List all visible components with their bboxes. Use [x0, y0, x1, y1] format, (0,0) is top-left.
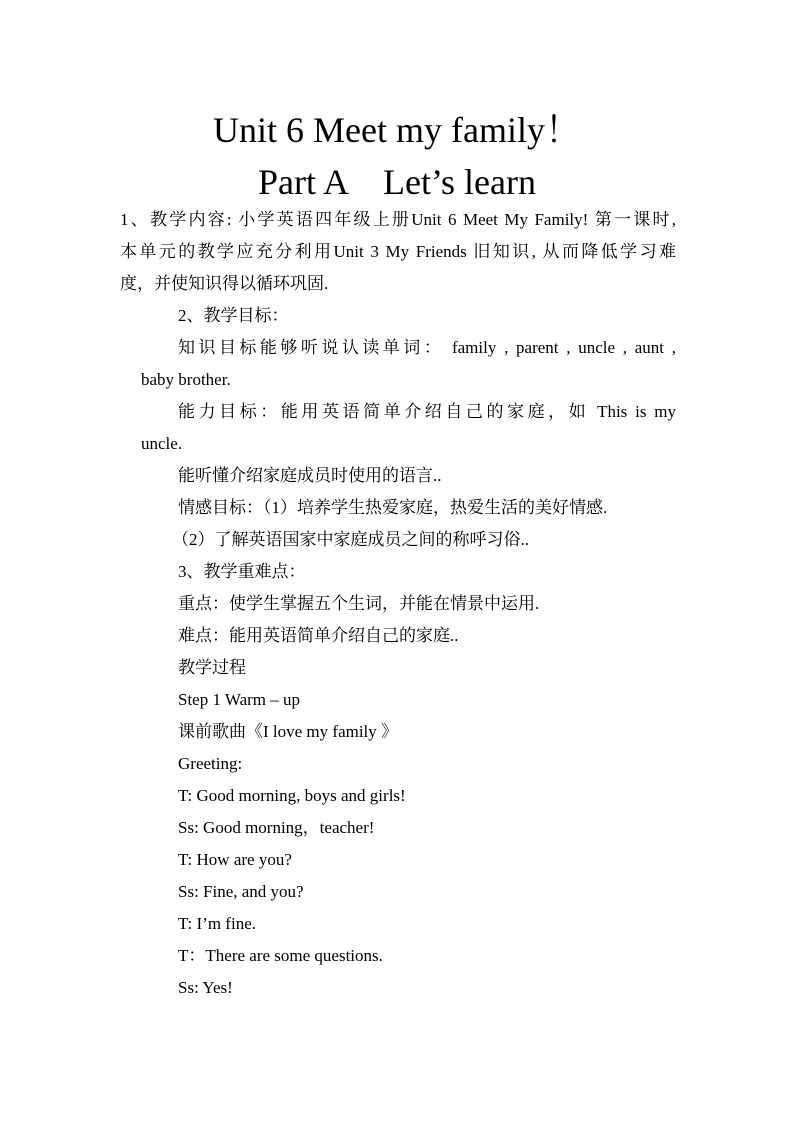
item1-line1: 1、教学内容: 小学英语四年级上册Unit 6 Meet My Family! 第一课时, — [120, 210, 676, 229]
emotion-goal-line2: （2）了解英语国家中家庭成员之间的称呼习俗.. — [172, 530, 529, 549]
document-title: Unit 6 Meet my family！ — [213, 110, 581, 150]
ability-goal-line1: 能力目标：能用英语简单介绍自己的家庭，如 This is my — [178, 402, 676, 421]
dialogue-line: T: Good morning, boys and girls! — [178, 786, 406, 805]
process-heading: 教学过程 — [178, 658, 246, 677]
key-point: 重点：使学生掌握五个生词，并能在情景中运用. — [178, 594, 540, 613]
dialogue-line: T: I’m fine. — [178, 914, 256, 933]
ability-goal-line2: uncle. — [141, 434, 183, 453]
greeting-label: Greeting: — [178, 754, 243, 773]
item2-heading: 2、教学目标： — [178, 306, 289, 325]
step1-heading: Step 1 Warm – up — [178, 690, 301, 709]
dialogue-line: T：There are some questions. — [178, 946, 383, 965]
knowledge-goal-line1: 知识目标能够听说认读单词： family , parent , uncle , aunt , — [178, 338, 676, 357]
dialogue-line: Ss: Good morning，teacher! — [178, 818, 375, 837]
document-subtitle: Part A Let’s learn — [258, 162, 536, 202]
knowledge-goal-line2: baby brother. — [141, 370, 231, 389]
ability-goal-line3: 能听懂介绍家庭成员时使用的语言.. — [178, 466, 442, 485]
item1-line2: 本单元的教学应充分利用Unit 3 My Friends 旧知识, 从而降低学习难 — [120, 242, 676, 261]
dialogue-line: T: How are you? — [178, 850, 292, 869]
difficult-point: 难点：能用英语简单介绍自己的家庭.. — [178, 626, 459, 645]
emotion-goal-line1: 情感目标：（1）培养学生热爱家庭，热爱生活的美好情感. — [178, 498, 608, 517]
warmup-song: 课前歌曲《I love my family 》 — [178, 722, 399, 741]
dialogue-line: Ss: Yes! — [178, 978, 233, 997]
item1-line3: 度，并使知识得以循环巩固. — [120, 274, 329, 293]
dialogue-line: Ss: Fine, and you? — [178, 882, 304, 901]
item3-heading: 3、教学重难点： — [178, 562, 306, 581]
